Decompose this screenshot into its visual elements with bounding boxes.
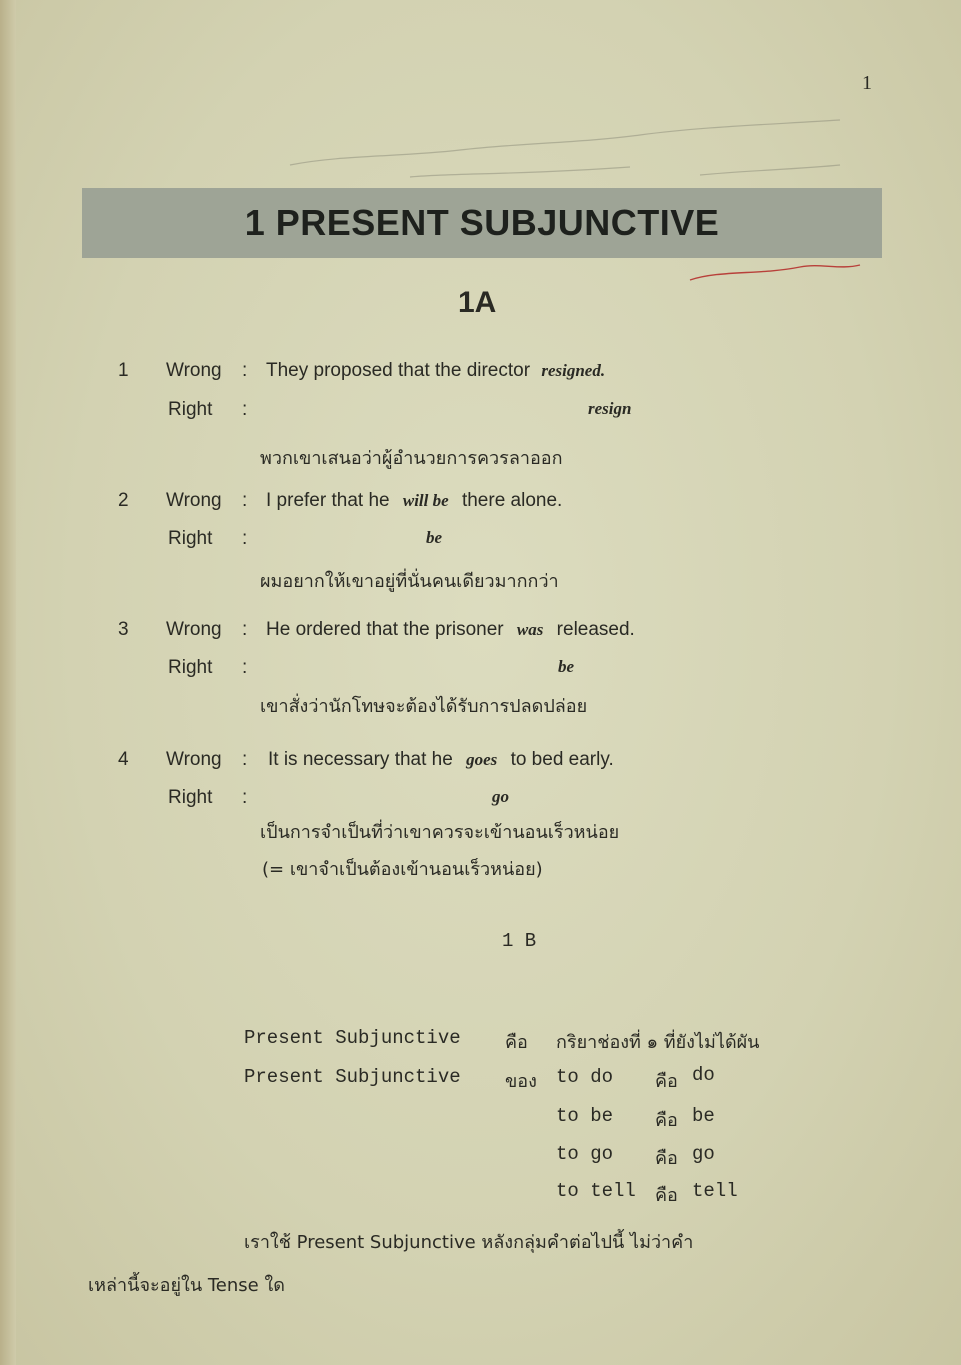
thai-translation-alt: (= เขาจำเป็นต้องเข้านอนเร็วหน่อย) [262, 859, 543, 880]
example-is: คือ [655, 1185, 678, 1206]
error-word: resigned. [541, 361, 606, 380]
example-is: คือ [655, 1071, 678, 1092]
exercise-number: 4 [118, 749, 129, 770]
wrong-sentence [266, 490, 562, 512]
page-edge [0, 0, 16, 1365]
separator: : [242, 360, 248, 381]
sentence-text: It is necessary that he [268, 749, 453, 770]
correction: be [426, 528, 443, 547]
examples-term: Present Subjunctive [244, 1066, 461, 1088]
separator: : [242, 749, 248, 770]
chapter-title: 1 PRESENT SUBJUNCTIVE [244, 202, 720, 243]
separator: : [242, 619, 248, 640]
sentence-text: released. [556, 619, 635, 640]
error-word: was [516, 620, 544, 639]
section-heading-1a: 1A [458, 286, 497, 319]
separator: : [242, 399, 248, 420]
wrong-label: Wrong [166, 490, 222, 511]
definition-term: Present Subjunctive [244, 1027, 461, 1049]
correction: resign [588, 399, 632, 418]
wrong-label: Wrong [166, 619, 222, 640]
example-form: do [692, 1064, 715, 1086]
correction: go [492, 787, 509, 806]
sentence-text: He ordered that the prisoner [266, 619, 504, 640]
wrong-label: Wrong [166, 360, 222, 381]
definition-meaning: กริยาช่องที่ ๑ ที่ยังไม่ได้ผัน [556, 1032, 760, 1053]
sentence-text: to bed early. [510, 749, 614, 770]
error-word: will be [402, 491, 449, 510]
wrong-sentence [266, 619, 635, 641]
example-infinitive: to go [556, 1143, 614, 1165]
example-form: be [692, 1105, 715, 1127]
sentence-text: They proposed that the director [266, 360, 531, 381]
sentence-text: I prefer that he [266, 490, 390, 511]
example-infinitive: to tell [556, 1180, 636, 1202]
wrong-sentence [268, 749, 614, 771]
correction: be [558, 657, 575, 676]
example-infinitive: to do [556, 1066, 614, 1088]
example-is: คือ [655, 1148, 678, 1169]
sentence-text: there alone. [461, 490, 563, 511]
example-infinitive: to be [556, 1105, 614, 1127]
exercise-number: 1 [118, 360, 129, 381]
example-form: go [692, 1143, 715, 1165]
examples-of: ของ [505, 1071, 537, 1092]
section-heading-1b: 1 B [502, 930, 537, 952]
thai-translation: พวกเขาเสนอว่าผู้อำนวยการควรลาออก [260, 448, 563, 469]
thai-translation: ผมอยากให้เขาอยู่ที่นั่นคนเดียวมากกว่า [260, 571, 559, 592]
usage-text-line1: เราใช้ Present Subjunctive หลังกลุ่มคำต่อไปนี้ ไม่ว่าคำ [244, 1232, 694, 1253]
wrong-label: Wrong [166, 749, 222, 770]
chapter-title-banner [82, 188, 882, 258]
definition-is: คือ [505, 1032, 528, 1053]
separator: : [242, 657, 248, 678]
page-number: 1 [862, 72, 872, 94]
exercise-number: 3 [118, 619, 129, 640]
right-label: Right [168, 399, 213, 420]
right-label: Right [168, 787, 213, 808]
example-form: tell [692, 1180, 738, 1202]
separator: : [242, 490, 248, 511]
usage-text-line2: เหล่านี้จะอยู่ใน Tense ใด [88, 1275, 285, 1296]
right-label: Right [168, 657, 213, 678]
right-label: Right [168, 528, 213, 549]
error-word: goes [466, 750, 498, 769]
separator: : [242, 787, 248, 808]
thai-translation: เป็นการจำเป็นที่ว่าเขาควรจะเข้านอนเร็วหน่อย [260, 822, 620, 843]
example-is: คือ [655, 1110, 678, 1131]
wrong-sentence [266, 360, 605, 382]
thai-translation: เขาสั่งว่านักโทษจะต้องได้รับการปลดปล่อย [260, 696, 588, 717]
separator: : [242, 528, 248, 549]
exercise-number: 2 [118, 490, 129, 511]
